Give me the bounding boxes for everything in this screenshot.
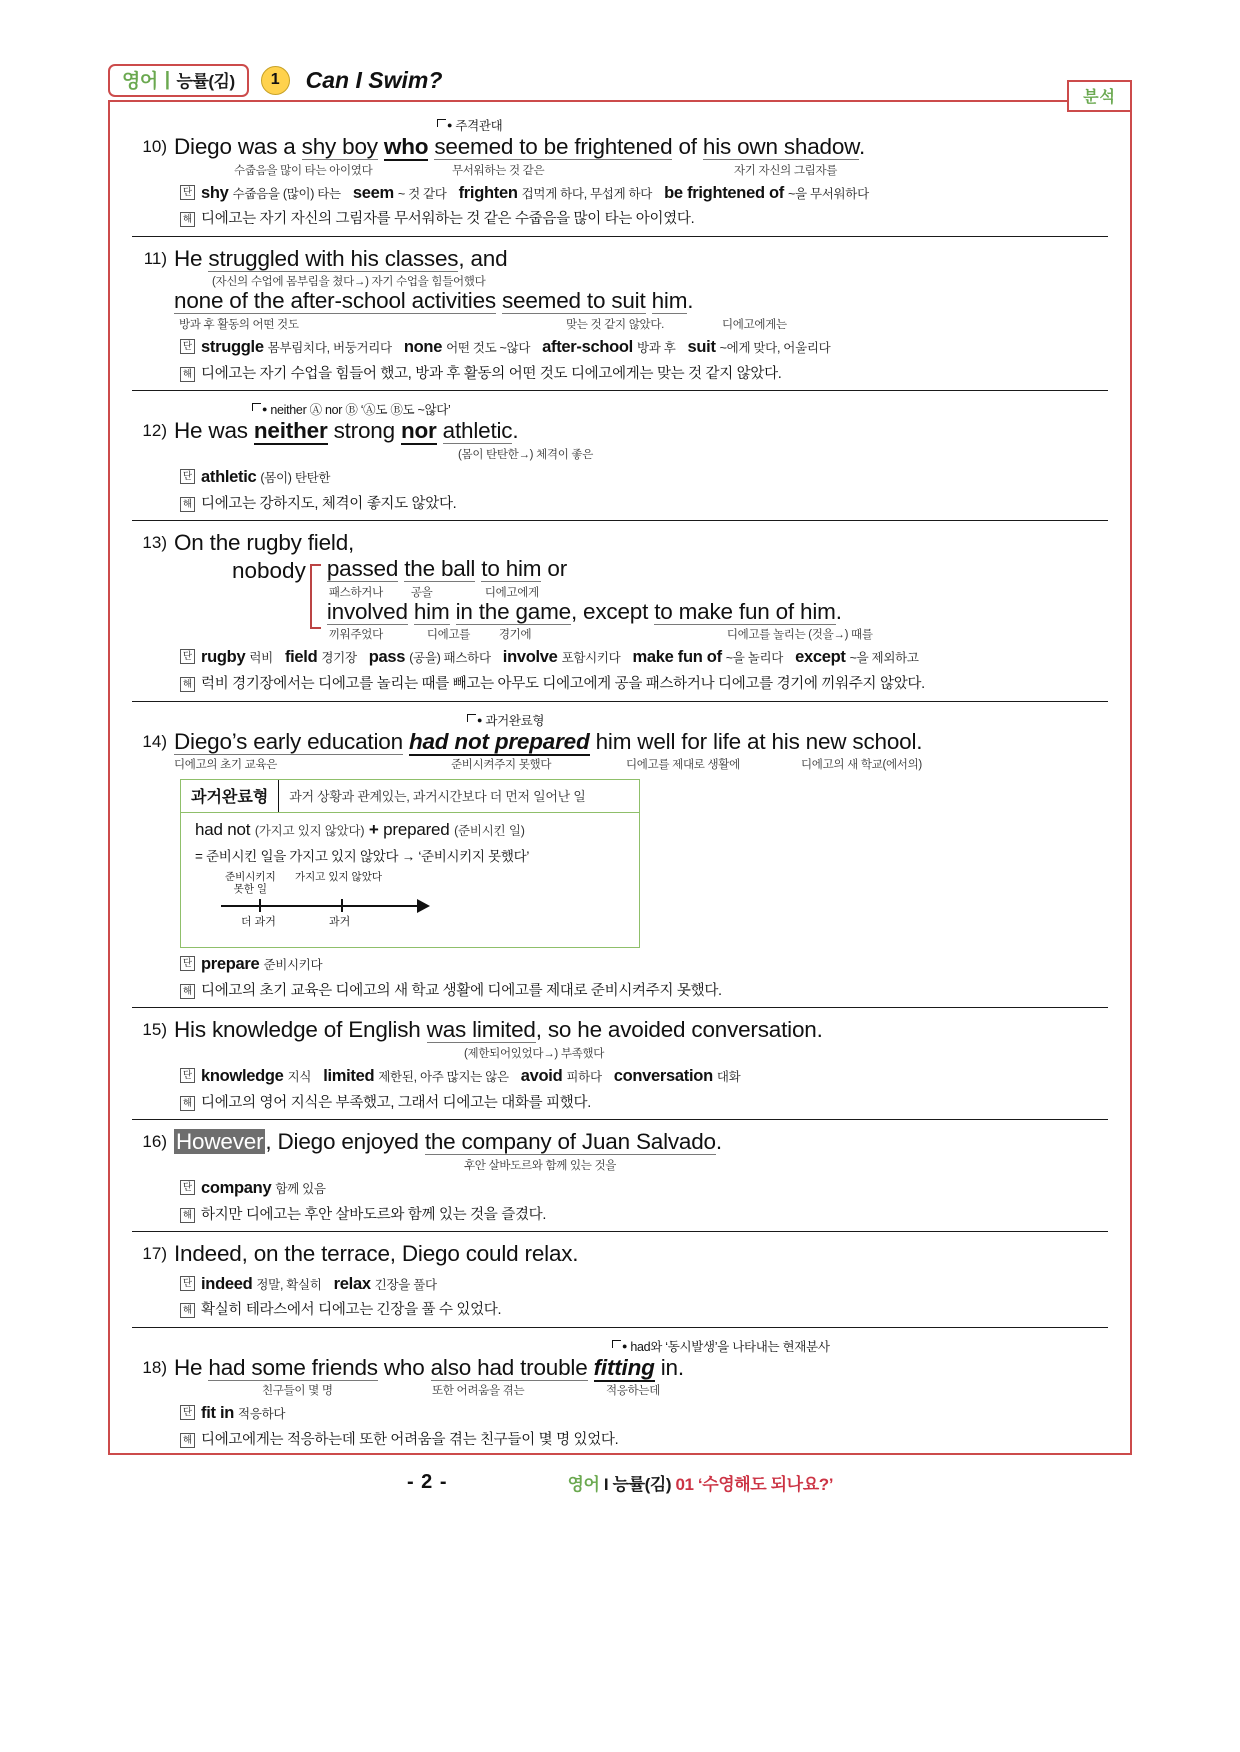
- vocab-tag-icon: 단: [180, 185, 195, 200]
- sentence-row: [132, 530, 1108, 642]
- vocab-word: conversation: [613, 1067, 713, 1086]
- vocab-meaning: 포함시키다: [561, 651, 621, 666]
- underlined-phrase: athletic: [442, 418, 513, 444]
- sentence-entry: [132, 520, 1108, 701]
- vocab-meaning: 제한된, 아주 많지는 않은: [378, 1070, 509, 1085]
- gloss-item: 디에고를 놀리는 (것을→) 때를: [726, 629, 873, 642]
- vocabulary-list: [201, 953, 322, 976]
- highlighted-word: However: [176, 1129, 264, 1155]
- vocab-meaning: (공을) 패스하다: [409, 651, 491, 666]
- sentence-text: , so he avoided conversation.: [535, 1017, 823, 1043]
- vocabulary-row: [132, 1177, 1108, 1200]
- footer-subject: 영어: [567, 1475, 600, 1494]
- vocab-word: athletic: [201, 467, 257, 486]
- vocab-tag-icon: 단: [180, 1276, 195, 1291]
- gloss-item: 끼워주었다: [328, 629, 383, 642]
- vocab-tag-icon: 단: [180, 956, 195, 971]
- vocab-word: prepare: [201, 955, 260, 974]
- vocab-word: involve: [502, 648, 558, 667]
- sentence-text: .: [858, 134, 866, 159]
- lesson-number-badge: 1: [261, 66, 290, 95]
- sentence-line: [327, 556, 1108, 583]
- translation-text: 디에고는 자기 자신의 그림자를 무서워하는 것 같은 수줍음을 많이 타는 아이였다.: [201, 211, 695, 228]
- keyword-underlined: who: [383, 134, 429, 159]
- grammar-note-text: ● had와 ‘동시발생’을 나타내는 현재분사: [612, 1337, 830, 1355]
- gloss-line: [174, 316, 1108, 331]
- translation-row: [132, 981, 1108, 1001]
- vocab-word: except: [795, 648, 846, 667]
- underlined-phrase: him: [651, 288, 688, 314]
- sentence-line: [174, 418, 1108, 445]
- gloss-item: (자신의 수업에 몸부림을 쳤다→) 자기 수업을 힘들어했다: [212, 276, 486, 289]
- translation-row: [132, 1093, 1108, 1113]
- gloss-item: 수줍음을 많이 타는 아이였다: [234, 164, 373, 177]
- sentence-text: , except: [570, 598, 655, 624]
- bracket-line-icon: [310, 564, 321, 629]
- translation-row: [132, 209, 1108, 229]
- vocab-word: knowledge: [201, 1067, 284, 1086]
- grammar-timeline-diagram: [221, 871, 451, 933]
- gloss-item: 디에고에게: [484, 586, 539, 599]
- vocab-tag-icon: 단: [180, 469, 195, 484]
- vocabulary-list: [201, 1177, 326, 1200]
- gloss-item: (몸이 탄탄한→) 체격이 좋은: [458, 448, 594, 461]
- underlined-phrase: seemed to be frightened: [434, 134, 673, 159]
- gloss-line: [327, 584, 1108, 599]
- subject-tag: [108, 64, 249, 97]
- vocab-word: struggle: [201, 337, 264, 356]
- footer-publisher: 능률(김): [612, 1475, 672, 1494]
- vocab-word: company: [201, 1178, 272, 1197]
- grammar-note: [132, 711, 1108, 729]
- grammar-equals-line: = 준비시킨 일을 가지고 있지 않았다 → ‘준비시키지 못했다’: [195, 849, 530, 865]
- translation-tag-icon: 해: [180, 1208, 195, 1223]
- sentence-text: , Diego enjoyed: [265, 1129, 425, 1155]
- vocabulary-row: [132, 1273, 1108, 1296]
- vocab-meaning: (몸이) 탄탄한: [260, 470, 331, 485]
- vocab-word: avoid: [520, 1067, 563, 1086]
- timeline-bottom-left-label: 더 과거: [241, 916, 276, 929]
- sentence-line: [174, 729, 1108, 756]
- analysis-badge: 분석: [1067, 80, 1132, 112]
- translation-row: [132, 1300, 1108, 1320]
- vocab-meaning: 대화: [716, 1070, 741, 1085]
- translation-text: 확실히 테라스에서 디에고는 긴장을 풀 수 있었다.: [201, 1302, 502, 1319]
- vocabulary-list: [201, 1273, 437, 1296]
- vocab-meaning: 경기장: [321, 651, 357, 666]
- translation-text: 디에고에게는 적응하는데 또한 어려움을 겪는 친구들이 몇 명 있었다.: [201, 1432, 619, 1449]
- sentence-entry: [132, 236, 1108, 390]
- vocab-tag-icon: 단: [180, 1405, 195, 1420]
- elbow-marker-icon: [612, 1340, 621, 1348]
- footer-title: ‘수영해도 되나요?’: [697, 1475, 834, 1494]
- sentence-content: [174, 418, 1108, 461]
- sentence-text: strong: [327, 418, 401, 444]
- sentence-text: him: [595, 728, 632, 754]
- grammar-box-description: 과거 상황과 관계있는, 과거시간보다 더 먼저 일어난 일: [289, 789, 586, 805]
- gloss-item: 방과 후 활동의 어떤 것도: [179, 318, 299, 331]
- vocab-word: after-school: [542, 337, 633, 356]
- underlined-phrase: Diego’s early education: [174, 728, 403, 754]
- bullet-dot-icon: ●: [262, 404, 268, 415]
- underlined-phrase: struggled with his classes: [208, 245, 459, 271]
- sentence-row: [132, 1017, 1108, 1060]
- bracket-subject: nobody: [232, 558, 306, 584]
- translation-row: [132, 674, 1108, 694]
- gloss-item: 디에고를: [426, 629, 471, 642]
- vocab-word: frighten: [458, 183, 518, 202]
- gloss-line: [174, 162, 1108, 177]
- sentence-content: [174, 1241, 1108, 1268]
- sentence-line: [174, 134, 1108, 161]
- keyword-underlined: neither: [253, 418, 328, 444]
- vocab-meaning: 지식: [287, 1070, 312, 1085]
- sentence-text: .: [512, 418, 519, 444]
- vocab-meaning: ~ 것 같다: [397, 186, 447, 201]
- gloss-item: 적응하는데: [606, 1385, 661, 1398]
- vocab-meaning: 정말, 확실히: [256, 1277, 322, 1292]
- sentence-text: well for: [631, 728, 714, 754]
- vocabulary-list: [201, 1065, 740, 1088]
- vocabulary-row: [132, 1402, 1108, 1425]
- translation-tag-icon: 해: [180, 677, 195, 692]
- sentence-text: at: [741, 728, 772, 754]
- sentence-entry: [132, 1231, 1108, 1327]
- sentence-text: [646, 288, 652, 313]
- sentence-text: .: [687, 288, 694, 314]
- vocabulary-list: [201, 336, 830, 359]
- vocab-meaning: ~에게 맞다, 어울리다: [719, 340, 831, 355]
- timeline-top-right-label: 가지고 있지 않았다: [295, 871, 382, 884]
- sentence-content: [174, 246, 1108, 331]
- gloss-item: 준비시켜주지 못했다: [451, 759, 552, 772]
- vocab-tag-icon: 단: [180, 1180, 195, 1195]
- grammar-box-header: [181, 780, 639, 813]
- underlined-phrase: was limited: [426, 1017, 536, 1043]
- vocabulary-row: [132, 1065, 1108, 1088]
- translation-tag-icon: 해: [180, 1433, 195, 1448]
- sentence-content: [174, 1017, 1108, 1060]
- translation-text: 럭비 경기장에서는 디에고를 놀리는 때를 빼고는 아무도 디에고에게 공을 패스하거나 디에고를 경기에 끼워주지 않았다.: [201, 676, 925, 693]
- translation-row: [132, 1430, 1108, 1450]
- timeline-tick: [259, 899, 261, 912]
- sentence-text: , and: [458, 245, 508, 271]
- sentence-text: [437, 418, 443, 443]
- translation-text: 디에고의 초기 교육은 디에고의 새 학교 생활에 디에고를 제대로 준비시켜주지 못했다.: [201, 983, 722, 1000]
- translation-row: [132, 494, 1108, 514]
- timeline-axis: [221, 905, 419, 907]
- entry-number: 12): [142, 421, 167, 441]
- translation-tag-icon: 해: [180, 212, 195, 227]
- timeline-bottom-right-label: 과거: [329, 916, 351, 929]
- vocab-meaning: 몸부림치다, 버둥거리다: [267, 340, 392, 355]
- sentence-text: [378, 134, 384, 159]
- sentence-text: He: [174, 245, 209, 271]
- bracket-group: [232, 556, 1108, 641]
- sentence-line: [174, 1241, 1108, 1268]
- timeline-arrow-icon: [417, 899, 430, 913]
- vocab-word: make fun of: [632, 648, 722, 667]
- vocabulary-list: [201, 182, 869, 205]
- sentence-entry: [132, 701, 1108, 1008]
- sentence-text: [588, 1355, 594, 1380]
- sentence-text: He was: [174, 418, 254, 444]
- sentence-content: [174, 530, 1108, 642]
- bullet-dot-icon: ●: [447, 120, 453, 130]
- sentence-text: .: [715, 1129, 722, 1155]
- vocabulary-list: [201, 646, 919, 669]
- keyword-underlined: nor: [400, 418, 437, 444]
- sentence-text: .: [835, 598, 842, 624]
- gloss-item: 무서워하는 것 같은: [452, 164, 545, 177]
- vocabulary-list: [201, 1402, 285, 1425]
- underlined-phrase: passed: [326, 556, 399, 582]
- vocab-word: relax: [333, 1274, 371, 1293]
- grammar-note: [132, 116, 1108, 134]
- grammar-note-text: ● 과거완료형: [467, 711, 544, 729]
- vocabulary-row: [132, 466, 1108, 489]
- vocabulary-row: [132, 336, 1108, 359]
- gloss-item: 패스하거나: [328, 586, 383, 599]
- sentence-row: [132, 729, 1108, 772]
- sentence-line: [174, 1017, 1108, 1044]
- sentence-text: He: [174, 1354, 209, 1380]
- gloss-item: 디에고의 새 학교(에서의): [801, 759, 922, 772]
- gloss-item: 디에고의 초기 교육은: [174, 759, 278, 772]
- vocab-meaning: 어떤 것도 ~않다: [446, 340, 531, 355]
- underlined-phrase: none of the after-school activities: [174, 288, 496, 314]
- translation-tag-icon: 해: [180, 367, 195, 382]
- gloss-item: 또한 어려움을 겪는: [432, 1385, 525, 1398]
- sentence-content: [174, 1129, 1108, 1172]
- sentence-row: [132, 134, 1108, 177]
- gloss-item: 친구들이 몇 명: [262, 1385, 333, 1398]
- translation-text: 하지만 디에고는 후안 살바도르와 함께 있는 것을 즐겼다.: [201, 1206, 547, 1223]
- vocab-word: indeed: [201, 1274, 253, 1293]
- footer-divider: I: [603, 1475, 609, 1494]
- sentence-row: [132, 418, 1108, 461]
- sentence-line: [174, 530, 1108, 557]
- sentence-content: [174, 1355, 1108, 1398]
- vocab-word: fit in: [201, 1404, 235, 1423]
- vocab-meaning: 긴장을 풀다: [374, 1277, 437, 1292]
- underlined-phrase: shy boy: [301, 134, 378, 159]
- grammar-box-body: [181, 813, 639, 947]
- gloss-line: [174, 1045, 1108, 1060]
- sentence-text: Diego was a: [174, 134, 302, 159]
- vocab-meaning: 준비시키다: [263, 958, 323, 973]
- translation-tag-icon: 해: [180, 984, 195, 999]
- underlined-phrase: involved: [326, 598, 408, 624]
- elbow-marker-icon: [437, 119, 446, 127]
- vocabulary-list: [201, 466, 330, 489]
- footer-source: [568, 1470, 834, 1495]
- entry-number: 15): [142, 1020, 167, 1040]
- entries-container: [110, 102, 1130, 1457]
- sentence-text: who: [377, 1354, 431, 1380]
- entry-number: 16): [142, 1132, 167, 1152]
- grammar-box-title: 과거완료형: [181, 780, 279, 812]
- bracket-items: [327, 556, 1108, 641]
- footer-lesson: 01: [675, 1475, 694, 1494]
- entry-number: 10): [142, 137, 167, 156]
- sentence-entry: [132, 1327, 1108, 1457]
- sentence-text: .: [916, 728, 923, 754]
- gloss-item: 공을: [410, 586, 433, 599]
- sentence-text: of: [672, 134, 703, 159]
- vocab-word: shy: [201, 183, 229, 202]
- subject-divider: |: [164, 68, 170, 90]
- sentence-row: [132, 1241, 1108, 1268]
- content-frame: [108, 89, 1132, 1455]
- underlined-phrase: in the game: [455, 598, 571, 624]
- gloss-item: 디에고를 제대로 생활에: [626, 759, 740, 772]
- underlined-phrase: the ball: [404, 556, 476, 582]
- vocab-word: seem: [352, 183, 394, 202]
- gloss-line: [174, 273, 1108, 288]
- sentence-entry: [132, 116, 1108, 236]
- entry-number: 13): [142, 532, 167, 552]
- gloss-item: 맞는 것 같지 않았다.: [566, 318, 665, 331]
- page-footer: [108, 1470, 1132, 1495]
- subject-label: 영어: [122, 71, 158, 92]
- elbow-marker-icon: [252, 403, 261, 411]
- underlined-phrase: to him: [481, 556, 542, 582]
- vocab-word: be frightened of: [664, 183, 784, 202]
- gloss-line: [327, 626, 1108, 641]
- gloss-line: [174, 446, 1108, 461]
- vocab-word: field: [284, 648, 318, 667]
- underlined-phrase: had some friends: [208, 1354, 378, 1380]
- sentence-text: On the rugby field,: [174, 529, 355, 555]
- vocab-word: rugby: [201, 648, 246, 667]
- vocabulary-row: [132, 182, 1108, 205]
- translation-text: 디에고의 영어 지식은 부족했고, 그래서 디에고는 대화를 피했다.: [201, 1094, 591, 1111]
- sentence-entry: [132, 390, 1108, 520]
- timeline-top-left-label: 준비시키지 못한 일: [225, 871, 276, 896]
- gloss-item: 디에고에게는: [722, 318, 787, 331]
- sentence-text: his new school: [771, 728, 917, 754]
- page-number: - 2 -: [406, 1471, 448, 1493]
- vocab-tag-icon: 단: [180, 339, 195, 354]
- sentence-text: life: [713, 728, 741, 754]
- sentence-text: [408, 599, 414, 624]
- vocab-meaning: 함께 있음: [275, 1181, 326, 1196]
- translation-tag-icon: 해: [180, 1303, 195, 1318]
- keyword-italic: had not prepared: [408, 728, 590, 754]
- underlined-phrase: him: [413, 598, 450, 624]
- underlined-phrase: the company of Juan Salvado: [424, 1129, 716, 1155]
- sentence-line: [174, 246, 1108, 273]
- sentence-row: [132, 1129, 1108, 1172]
- vocab-word: none: [403, 337, 443, 356]
- grammar-note-text: ● 주격관대: [437, 116, 502, 134]
- gloss-line: [174, 1157, 1108, 1172]
- sentence-entry: [132, 1119, 1108, 1231]
- vocab-meaning: 럭비: [249, 651, 273, 666]
- sentence-row: [132, 1355, 1108, 1398]
- vocab-meaning: ~을 놀리다: [725, 651, 784, 666]
- entry-number: 11): [143, 248, 167, 268]
- timeline-tick: [341, 899, 343, 912]
- sentence-line: [174, 1355, 1108, 1382]
- underlined-phrase: to make fun of him: [654, 598, 836, 624]
- gloss-line: [174, 1382, 1108, 1397]
- sentence-content: [174, 134, 1108, 177]
- bullet-dot-icon: ●: [477, 714, 483, 725]
- vocab-meaning: 방과 후: [636, 340, 676, 355]
- translation-tag-icon: 해: [180, 497, 195, 512]
- underlined-phrase: also had trouble: [430, 1354, 588, 1380]
- entry-number: 18): [142, 1357, 167, 1377]
- vocab-meaning: 겁먹게 하다, 무섭게 하다: [521, 186, 653, 201]
- vocab-tag-icon: 단: [180, 1068, 195, 1083]
- gloss-item: 자기 자신의 그림자를: [734, 164, 838, 177]
- grammar-note: [132, 400, 1108, 418]
- page-header: [108, 58, 1132, 102]
- grammar-note: [132, 1337, 1108, 1355]
- page-title: Can I Swim?: [305, 66, 443, 93]
- bullet-dot-icon: ●: [622, 1340, 628, 1351]
- gloss-item: 후안 살바도르와 함께 있는 것을: [464, 1159, 617, 1172]
- sentence-content: [174, 729, 1108, 772]
- sentence-entry: [132, 1007, 1108, 1119]
- underlined-phrase: seemed to suit: [502, 288, 646, 314]
- entry-number: 17): [142, 1244, 167, 1263]
- gloss-line: [174, 756, 1108, 771]
- vocab-meaning: ~을 제외하고: [849, 651, 919, 666]
- gloss-item: 경기에: [498, 629, 532, 642]
- vocab-word: pass: [368, 648, 406, 667]
- translation-row: [132, 1205, 1108, 1225]
- translation-tag-icon: 해: [180, 1096, 195, 1111]
- grammar-note-text: ● neither Ⓐ nor Ⓑ ‘Ⓐ도 Ⓑ도 ~않다’: [252, 400, 451, 418]
- entry-number: 14): [142, 731, 167, 751]
- vocab-meaning: ~을 무서워하다: [788, 186, 869, 201]
- vocab-meaning: 수줍음을 (많이) 타는: [232, 186, 341, 201]
- sentence-row: [132, 246, 1108, 331]
- grammar-formula: had not (가지고 있지 않았다) + prepared (준비시킨 일): [195, 820, 525, 840]
- vocab-meaning: 피하다: [566, 1070, 602, 1085]
- keyword-italic: fitting: [593, 1354, 655, 1380]
- sentence-text: or: [541, 556, 568, 582]
- sentence-line: [174, 288, 1108, 315]
- grammar-box: [180, 779, 640, 948]
- translation-row: [132, 364, 1108, 384]
- translation-text: 디에고는 자기 수업을 힘들어 했고, 방과 후 활동의 어떤 것도 디에고에게는 맞는 것 같지 않았다.: [201, 365, 782, 382]
- gloss-item: (제한되어있었다→) 부족했다: [464, 1048, 605, 1061]
- vocabulary-row: [132, 646, 1108, 669]
- vocab-meaning: 적응하다: [238, 1407, 286, 1422]
- sentence-text: in.: [654, 1354, 684, 1380]
- vocab-tag-icon: 단: [180, 649, 195, 664]
- publisher-label: 능률(김): [176, 72, 235, 91]
- sentence-text: His knowledge of English: [174, 1017, 427, 1043]
- vocab-word: suit: [687, 337, 716, 356]
- vocabulary-row: [132, 953, 1108, 976]
- sentence-text: [450, 599, 456, 624]
- sentence-text: Indeed, on the terrace, Diego could relax.: [174, 1241, 579, 1266]
- sentence-line: [174, 1129, 1108, 1156]
- underlined-phrase: his own shadow: [702, 134, 859, 159]
- sentence-line: [327, 599, 1108, 626]
- vocab-word: limited: [323, 1067, 375, 1086]
- translation-text: 디에고는 강하지도, 체격이 좋지도 않았다.: [201, 495, 457, 512]
- elbow-marker-icon: [467, 714, 476, 722]
